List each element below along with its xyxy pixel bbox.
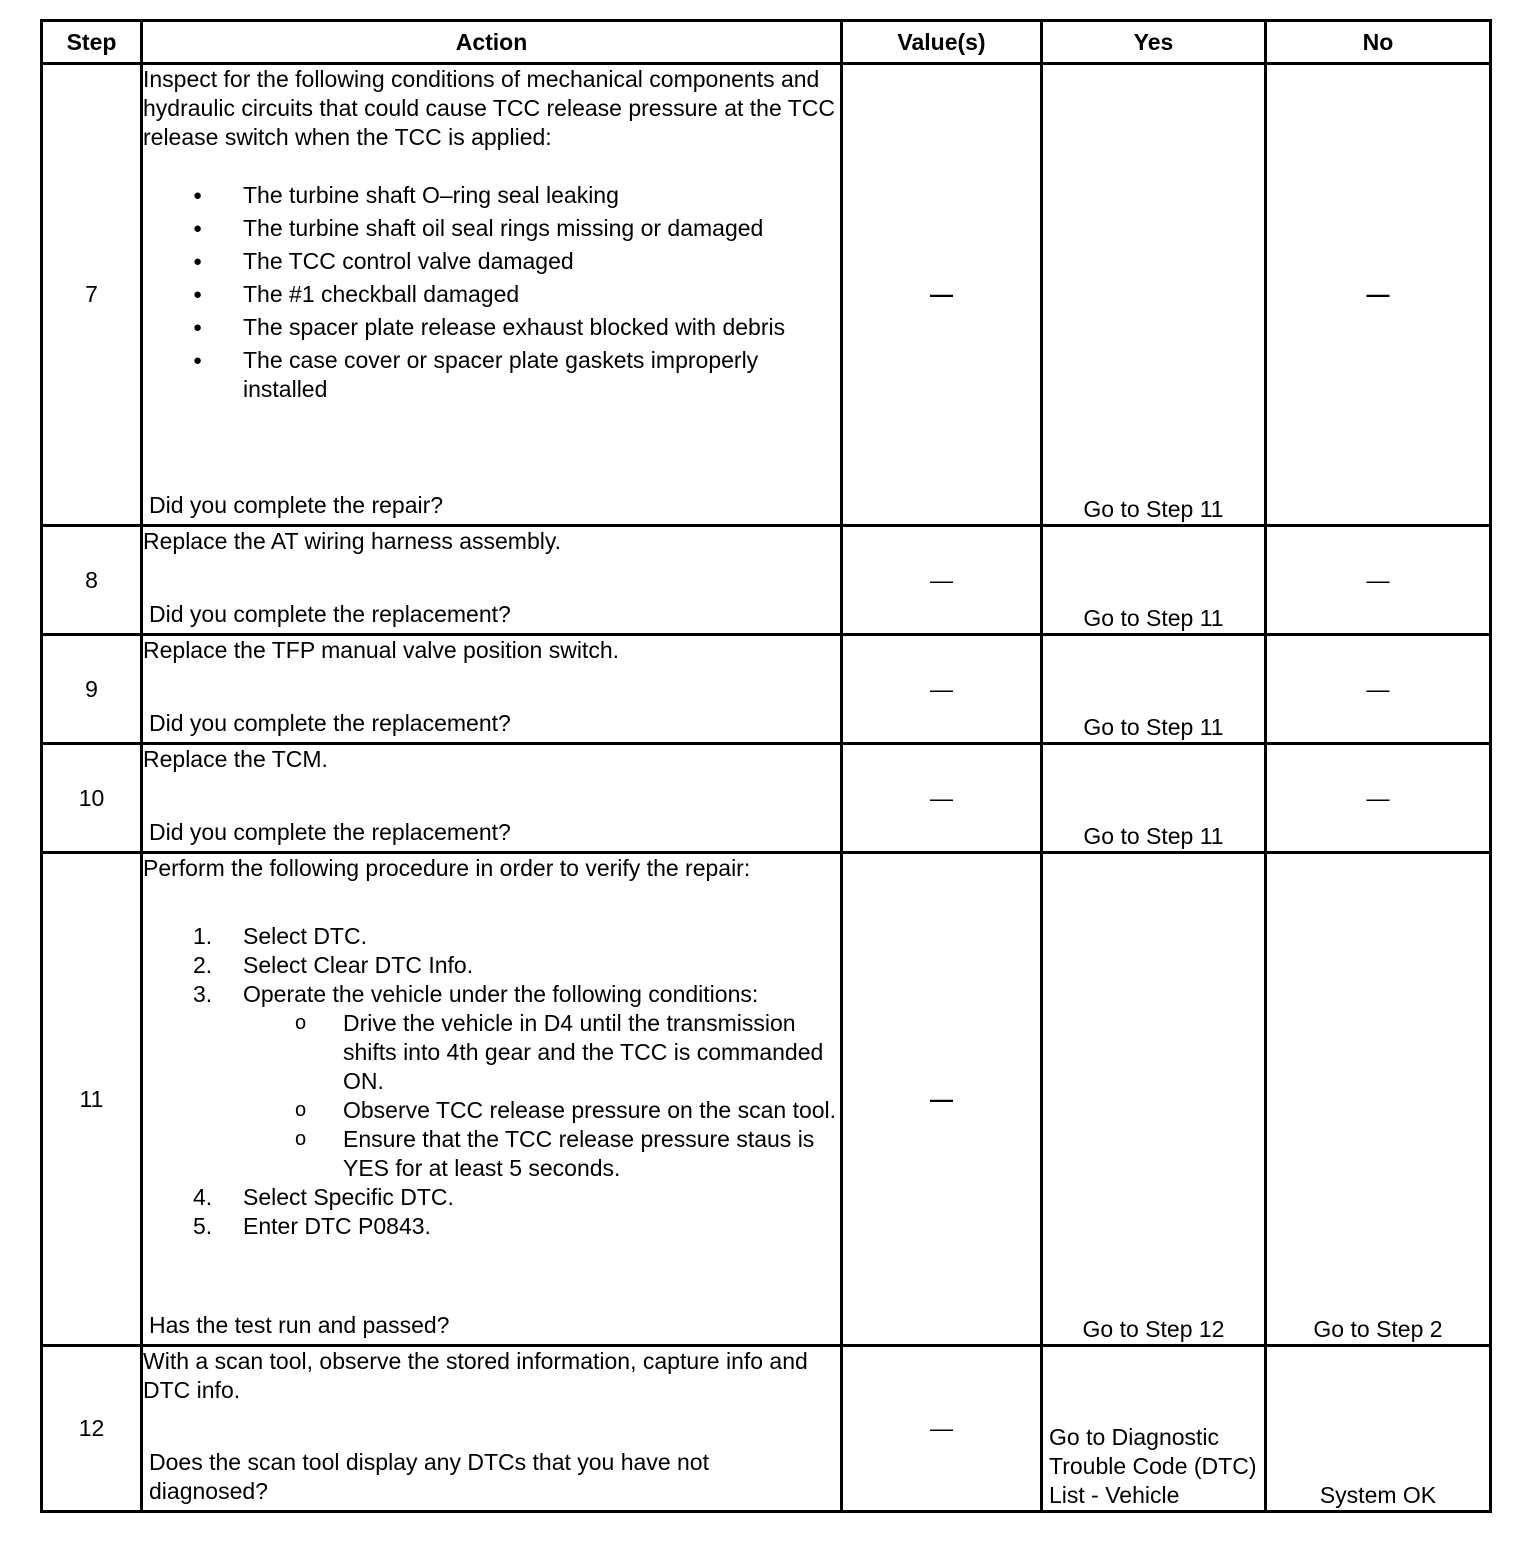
action-question: Did you complete the repair? xyxy=(149,492,444,518)
action-question: Has the test run and passed? xyxy=(149,1312,450,1338)
action-intro: Replace the TFP manual valve position switch. xyxy=(143,637,620,663)
list-item xyxy=(143,1212,840,1241)
table-row xyxy=(42,526,1491,635)
no-cell: System OK xyxy=(1266,1346,1491,1512)
header-step: Step xyxy=(42,21,142,64)
step-number: 11 xyxy=(42,853,142,1346)
step-number: 12 xyxy=(42,1346,142,1512)
list-text: Select Clear DTC Info. xyxy=(243,952,474,978)
action-cell xyxy=(142,64,842,526)
value-dash: — xyxy=(930,1415,953,1441)
value-dash: — xyxy=(930,566,953,593)
value-dash: — xyxy=(930,675,953,702)
list-item: ● The spacer plate release exhaust blocked with debris xyxy=(143,313,840,342)
action-cell xyxy=(142,853,842,1346)
list-number: 5. xyxy=(193,1213,213,1239)
header-yes: Yes xyxy=(1042,21,1266,64)
diagnostic-table xyxy=(40,19,1492,1513)
list-item: ● The turbine shaft oil seal rings missing or damaged xyxy=(143,214,840,243)
table-row xyxy=(42,635,1491,744)
sub-list-item: o Ensure that the TCC release pressure staus is YES for at least 5 seconds. xyxy=(243,1125,840,1183)
sub-list-item: o Observe TCC release pressure on the scan tool. xyxy=(243,1096,840,1125)
list-item: ● The case cover or spacer plate gaskets improperly installed xyxy=(143,346,840,404)
action-intro: Inspect for the following conditions of mechanical components and hydraulic circuits that could cause TCC release pressure at the TCC release switch when the TCC is applied: xyxy=(143,66,836,150)
table-row xyxy=(42,744,1491,853)
action-question: Did you complete the replacement? xyxy=(149,601,511,627)
value-dash: — xyxy=(930,784,953,811)
table-row xyxy=(42,853,1491,1346)
list-item xyxy=(143,980,840,1183)
no-cell xyxy=(1266,635,1491,744)
table-row xyxy=(42,1346,1491,1512)
sub-list xyxy=(243,1009,840,1183)
yes-cell: Go to Step 11 xyxy=(1042,744,1266,853)
header-no: No xyxy=(1266,21,1491,64)
list-text: Enter DTC P0843. xyxy=(243,1213,431,1239)
value-cell xyxy=(842,744,1042,853)
step-number: 8 xyxy=(42,526,142,635)
value-cell xyxy=(842,853,1042,1346)
list-item xyxy=(143,951,840,980)
no-dash: — xyxy=(1366,784,1390,811)
no-cell: Go to Step 2 xyxy=(1266,853,1491,1346)
no-dash: — xyxy=(1366,675,1390,702)
action-cell xyxy=(142,744,842,853)
list-text: Operate the vehicle under the following conditions: xyxy=(243,981,759,1007)
list-number: 4. xyxy=(193,1184,213,1210)
action-question: Does the scan tool display any DTCs that you have not diagnosed? xyxy=(149,1449,709,1504)
list-item xyxy=(143,1183,840,1212)
sub-list-item: o Drive the vehicle in D4 until the transmission shifts into 4th gear and the TCC is commanded ON. xyxy=(243,1009,840,1096)
action-cell xyxy=(142,635,842,744)
no-cell xyxy=(1266,526,1491,635)
procedure-list xyxy=(143,922,840,1241)
yes-cell: Go to Step 11 xyxy=(1042,635,1266,744)
list-number: 2. xyxy=(193,952,213,978)
list-item xyxy=(143,922,840,951)
value-cell xyxy=(842,526,1042,635)
yes-cell: Go to Step 11 xyxy=(1042,64,1266,526)
header-values: Value(s) xyxy=(842,21,1042,64)
list-text: Select Specific DTC. xyxy=(243,1184,454,1210)
list-item: ● The turbine shaft O–ring seal leaking xyxy=(143,181,840,210)
yes-cell: Go to Step 11 xyxy=(1042,526,1266,635)
table-row xyxy=(42,64,1491,526)
no-cell xyxy=(1266,64,1491,526)
condition-list xyxy=(143,181,840,404)
action-intro: Replace the TCM. xyxy=(143,746,328,772)
value-dash: — xyxy=(930,281,953,307)
step-number: 7 xyxy=(42,64,142,526)
action-intro: With a scan tool, observe the stored information, capture info and DTC info. xyxy=(143,1348,808,1403)
action-cell xyxy=(142,526,842,635)
header-action: Action xyxy=(142,21,842,64)
value-cell xyxy=(842,64,1042,526)
no-dash: — xyxy=(1366,281,1390,307)
header-row xyxy=(42,21,1491,64)
action-intro: Perform the following procedure in order to verify the repair: xyxy=(143,855,751,881)
step-number: 9 xyxy=(42,635,142,744)
list-text: Select DTC. xyxy=(243,923,367,949)
action-intro: Replace the AT wiring harness assembly. xyxy=(143,528,562,554)
no-dash: — xyxy=(1366,566,1390,593)
list-number: 1. xyxy=(193,923,213,949)
yes-cell: Go to Diagnostic Trouble Code (DTC) List - Vehicle xyxy=(1042,1346,1266,1512)
action-cell xyxy=(142,1346,842,1512)
action-question: Did you complete the replacement? xyxy=(149,819,511,845)
list-item: ● The TCC control valve damaged xyxy=(143,247,840,276)
action-question: Did you complete the replacement? xyxy=(149,710,511,736)
list-number: 3. xyxy=(193,981,213,1007)
no-cell xyxy=(1266,744,1491,853)
yes-cell: Go to Step 12 xyxy=(1042,853,1266,1346)
value-dash: — xyxy=(930,1085,953,1112)
list-item: ● The #1 checkball damaged xyxy=(143,280,840,309)
step-number: 10 xyxy=(42,744,142,853)
value-cell xyxy=(842,1346,1042,1512)
value-cell xyxy=(842,635,1042,744)
